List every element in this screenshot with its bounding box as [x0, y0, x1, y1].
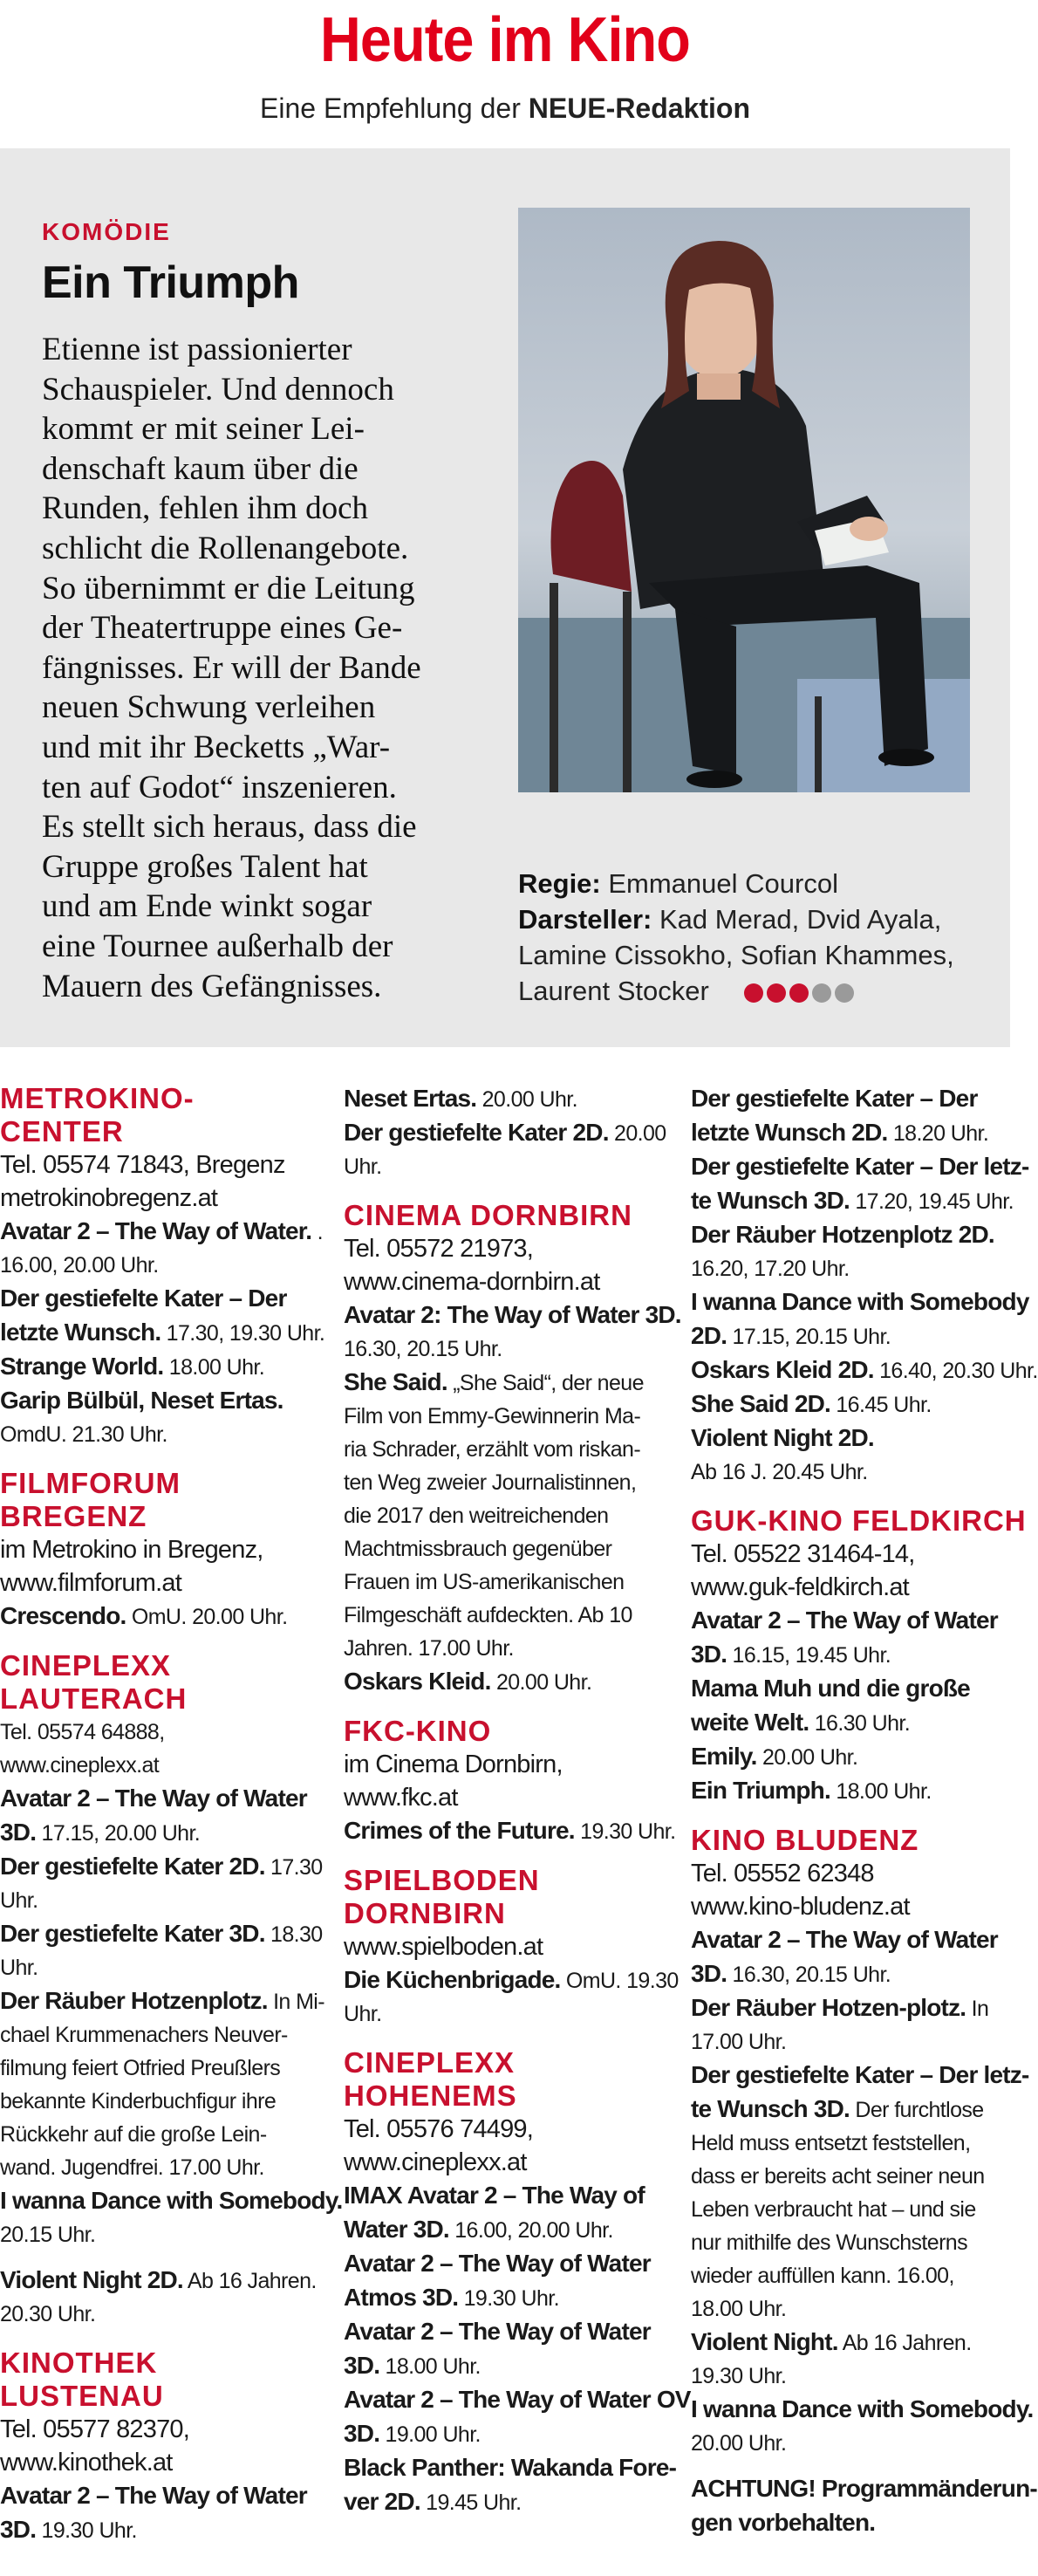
screening-detail: In Mi-	[267, 1990, 324, 2014]
screening-detail: .	[311, 1220, 323, 1244]
screening	[691, 1218, 1010, 1252]
darsteller-value-3: Laurent Stocker	[518, 976, 709, 1006]
screening	[0, 2184, 343, 2218]
screening-detail: 17.20, 19.45 Uhr.	[850, 1189, 1014, 1214]
featured-film-synopsis	[42, 330, 495, 1006]
screening-detail: Der furchtlose	[850, 2098, 984, 2122]
screening	[0, 2513, 324, 2547]
page-subtitle	[0, 91, 1010, 126]
page-title: Heute im Kino	[320, 5, 690, 75]
film-title: Der Räuber Hotzenplotz.	[0, 1987, 268, 2014]
screening	[0, 1215, 324, 1249]
screening	[0, 2479, 324, 2513]
film-title: Avatar 2: The Way of Water 3D.	[344, 1301, 681, 1328]
cinema-listings	[0, 1047, 1038, 2576]
screening-detail: 20.00 Uhr.	[691, 2431, 787, 2456]
cinema-info: www.spielboden.at	[344, 1933, 543, 1961]
film-title: Ein Triumph.	[691, 1777, 830, 1804]
screening	[691, 1116, 1010, 1150]
cinema-name	[344, 2046, 668, 2113]
screening	[344, 2247, 668, 2281]
synopsis-line: ten auf Godot“ inszenieren.	[42, 769, 397, 805]
featured-film-title: Ein Triumph	[42, 257, 299, 308]
screening-detail: 19.30 Uhr.	[36, 2518, 137, 2543]
cinema-name-line: SPIELBODEN	[344, 1864, 540, 1896]
film-title: 2D.	[691, 1322, 727, 1349]
screening-detail: 17.30	[264, 1855, 323, 1880]
cinema-info: www.cineplexx.at	[344, 2148, 527, 2176]
film-title: Crimes of the Future.	[344, 1817, 575, 1844]
screening-detail: Uhr.	[344, 2002, 382, 2026]
screening	[344, 2349, 668, 2383]
screening	[344, 1814, 676, 1848]
screening-detail: 16.30, 20.15 Uhr.	[344, 1337, 502, 1361]
film-title: Water 3D.	[344, 2216, 449, 2243]
screening	[0, 1816, 324, 1850]
screening	[691, 1923, 1010, 1957]
screening-detail: 17.15, 20.15 Uhr.	[727, 1325, 891, 1349]
screening	[344, 2417, 668, 2451]
synopsis-line: Etienne ist passionierter	[42, 332, 352, 367]
subtitle-brand: NEUE-Redaktion	[528, 92, 750, 124]
program-note-text: ACHTUNG! Programmänderun-	[691, 2475, 1037, 2502]
page-header	[0, 0, 1010, 148]
film-title: Der gestiefelte Kater – Der letz-	[691, 1153, 1029, 1180]
screening	[691, 1184, 1014, 1218]
cinema-name-line: FKC-KINO	[344, 1715, 492, 1747]
cinema-info: www.cineplexx.at	[0, 1753, 160, 1778]
screening	[691, 1672, 1010, 1706]
spacer	[691, 2460, 1010, 2472]
screening-detail: OmU. 20.00 Uhr.	[126, 1605, 288, 1629]
synopsis-line: kommt er mit seiner Lei-	[42, 411, 365, 448]
screening-detail: 16.45 Uhr.	[830, 1393, 932, 1417]
film-title: Der Räuber Hotzen-plotz.	[691, 1994, 966, 2021]
film-title: IMAX Avatar 2 – The Way of	[344, 2182, 645, 2209]
credits-darsteller-2: Lamine Cissokho, Sofian Khammes,	[518, 940, 954, 970]
screening	[691, 1319, 1010, 1353]
screening-detail: die 2017 den weitreichenden	[344, 1504, 609, 1528]
film-title: She Said.	[344, 1368, 447, 1395]
cinema-info: Tel. 05572 21973,	[344, 1235, 533, 1263]
screening	[0, 1782, 324, 1816]
cinema-info: Tel. 05522 31464-14,	[691, 1540, 915, 1568]
film-title: 3D.	[344, 2420, 380, 2447]
film-title: ver 2D.	[344, 2488, 420, 2515]
synopsis-line: So übernimmt er die Leitung	[42, 570, 415, 606]
screening-detail: 16.15, 19.45 Uhr.	[727, 1643, 891, 1668]
synopsis-line: denschaft kaum über die	[42, 450, 359, 487]
screening-detail: Frauen im US-amerikanischen	[344, 1570, 625, 1594]
screening	[344, 1963, 679, 1997]
film-title: 3D.	[0, 2516, 37, 2543]
screening	[344, 2485, 668, 2519]
screening	[344, 2179, 668, 2213]
film-title: Emily.	[691, 1743, 757, 1770]
screening-detail: OmdU. 21.30 Uhr.	[0, 1422, 167, 1447]
film-title: Der Räuber Hotzenplotz 2D.	[691, 1221, 994, 1248]
screening-detail: 18.00 Uhr.	[163, 1355, 265, 1380]
screening-detail: Jahren. 17.00 Uhr.	[344, 1636, 514, 1661]
film-title: Oskars Kleid.	[344, 1668, 491, 1695]
rating-dots	[744, 983, 854, 1003]
rating-dot-filled-icon	[789, 983, 809, 1003]
screening-detail: chael Krummenachers Neuver-	[0, 2023, 288, 2047]
rating-dot-empty-icon	[812, 983, 831, 1003]
listings-column-3	[691, 1082, 1038, 2540]
cinema-name-line: CENTER	[0, 1115, 124, 1148]
cinema-name	[0, 1467, 324, 1533]
screening-detail: 19.00 Uhr.	[379, 2422, 481, 2447]
cinema-info: www.kino-bludenz.at	[691, 1893, 910, 1921]
screening-detail: 16.30 Uhr.	[809, 1711, 911, 1736]
screening-detail: dass er bereits acht seiner neun	[691, 2164, 985, 2189]
screening	[691, 1150, 1029, 1184]
screening	[0, 1917, 324, 1951]
screening-detail: 18.20 Uhr.	[887, 1121, 989, 1146]
credits-darsteller-3	[518, 973, 972, 1009]
film-title: Atmos 3D.	[344, 2284, 459, 2311]
screening-detail: 20.00 Uhr.	[476, 1087, 577, 1112]
screening	[0, 1282, 324, 1316]
cinema-info: www.filmforum.at	[0, 1569, 181, 1597]
cinema-info: Tel. 05574 71843, Bregenz	[0, 1151, 285, 1179]
screening-detail: wand. Jugendfrei. 17.00 Uhr.	[0, 2155, 264, 2180]
screening-detail: Ab 16 J. 20.45 Uhr.	[691, 1460, 868, 1484]
screening	[691, 1991, 1010, 2025]
screening-detail: ten Weg zweier Journalistinnen,	[344, 1470, 637, 1495]
cinema-info: Tel. 05577 82370,	[0, 2415, 189, 2443]
screening-detail: In	[966, 1997, 989, 2021]
screening-detail: 16.00, 20.00 Uhr.	[0, 1253, 159, 1278]
screening-detail: Filmgeschäft aufdeckten. Ab 10	[344, 1603, 632, 1627]
film-title: Crescendo.	[0, 1602, 126, 1629]
film-title: Der gestiefelte Kater 2D.	[344, 1119, 609, 1146]
film-title: I wanna Dance with Somebody	[691, 1288, 1029, 1315]
synopsis-line: Es stellt sich heraus, dass die	[42, 809, 417, 846]
film-title: 3D.	[691, 1641, 727, 1668]
cinema-info: www.cinema-dornbirn.at	[344, 1268, 600, 1296]
screening	[691, 1706, 1010, 1740]
screening-detail: „She Said“, der neue	[447, 1371, 644, 1395]
screening	[0, 1984, 324, 2018]
cinema-name-line: BREGENZ	[0, 1500, 147, 1532]
cinema-name	[0, 2346, 324, 2413]
screening	[0, 1600, 324, 1634]
film-title: Violent Night.	[691, 2328, 838, 2355]
featured-film-box	[0, 148, 1010, 1047]
rating-dot-empty-icon	[835, 983, 854, 1003]
screening-detail: 16.20, 17.20 Uhr.	[691, 1257, 850, 1281]
cinema-info: metrokinobregenz.at	[0, 1184, 218, 1212]
screening-detail: Rückkehr auf die große Lein-	[0, 2122, 267, 2147]
subtitle-prefix: Eine Empfehlung der	[260, 92, 529, 124]
credits-regie	[518, 866, 972, 901]
screening	[691, 1353, 1038, 1387]
screening	[344, 2213, 668, 2247]
film-title: te Wunsch 3D.	[691, 1187, 850, 1214]
film-title: Avatar 2 – The Way of Water	[691, 1607, 998, 1634]
film-title: 3D.	[344, 2352, 380, 2379]
screening	[691, 1422, 1010, 1456]
screening	[691, 1638, 1010, 1672]
screening-detail: 20.00 Uhr.	[756, 1745, 858, 1770]
screening	[0, 1384, 324, 1418]
cinema-name-line: LAUTERACH	[0, 1682, 188, 1715]
screening-detail: 18.00 Uhr.	[830, 1779, 932, 1804]
film-still-image	[518, 208, 970, 792]
screening	[344, 2383, 691, 2417]
screening	[0, 1316, 324, 1350]
screening-detail: filmung feiert Otfried Preußlers	[0, 2056, 281, 2080]
screening-detail: Ab 16 Jahren.	[182, 2269, 317, 2293]
cinema-name-line: KINOTHEK	[0, 2346, 158, 2379]
synopsis-line: neuen Schwung verleihen	[42, 689, 376, 726]
film-title: She Said 2D.	[691, 1390, 831, 1417]
darsteller-value-1: Kad Merad, Dvid Ayala,	[652, 904, 942, 935]
regie-value: Emmanuel Courcol	[600, 868, 838, 899]
film-title: letzte Wunsch.	[0, 1319, 161, 1346]
cinema-info: im Metrokino in Bregenz,	[0, 1536, 263, 1564]
film-title: letzte Wunsch 2D.	[691, 1119, 888, 1146]
screening-detail: ria Schrader, erzählt vom riskan-	[344, 1437, 641, 1462]
screening-detail: Leben verbraucht hat – und sie	[691, 2197, 976, 2222]
spacer	[0, 2251, 324, 2264]
rating-dot-filled-icon	[767, 983, 786, 1003]
film-still-photo	[518, 208, 970, 792]
synopsis-line: schlicht die Rollenangebote.	[42, 530, 409, 566]
cinema-name-line: CINEPLEXX	[344, 2046, 516, 2079]
screening-detail: 17.30, 19.30 Uhr.	[160, 1321, 325, 1346]
cinema-info: im Cinema Dornbirn,	[344, 1750, 563, 1778]
film-title: Avatar 2 – The Way of Water OV	[344, 2386, 691, 2413]
cinema-name-line: FILMFORUM	[0, 1467, 181, 1499]
cinema-info: Tel. 05574 64888,	[0, 1720, 165, 1744]
film-title: Avatar 2 – The Way of Water.	[0, 1217, 312, 1244]
screening	[691, 1604, 1010, 1638]
cinema-name-line: CINEPLEXX	[0, 1649, 172, 1682]
film-title: Avatar 2 – The Way of Water	[691, 1926, 998, 1953]
film-title: Violent Night 2D.	[691, 1424, 874, 1451]
screening-detail: 17.15, 20.00 Uhr.	[36, 1821, 201, 1846]
listings-column-1	[0, 1082, 343, 2547]
screening-detail: 18.00 Uhr.	[691, 2297, 787, 2321]
film-title: 3D.	[691, 1960, 727, 1987]
screening-detail: nur mithilfe des Wunschsterns	[691, 2230, 967, 2255]
screening-detail: 20.00 Uhr.	[490, 1670, 592, 1695]
film-title: Black Panther: Wakanda Fore-	[344, 2454, 677, 2481]
synopsis-line: der Theatertruppe eines Ge-	[42, 610, 403, 647]
film-title: Avatar 2 – The Way of Water	[344, 2318, 651, 2345]
film-title: weite Welt.	[691, 1709, 809, 1736]
cinema-name-line: CINEMA DORNBIRN	[344, 1199, 632, 1231]
film-title: Strange World.	[0, 1353, 164, 1380]
screening	[691, 2093, 1010, 2127]
screening	[0, 1350, 324, 1384]
film-title: te Wunsch 3D.	[691, 2095, 850, 2122]
screening-detail: 19.30 Uhr.	[691, 2364, 787, 2388]
screening	[691, 1387, 1010, 1422]
film-title: Der gestiefelte Kater 2D.	[0, 1853, 265, 1880]
film-credits	[518, 866, 972, 1009]
screening-detail: bekannte Kinderbuchfigur ihre	[0, 2089, 277, 2114]
regie-label: Regie:	[518, 868, 601, 899]
screening-detail: 20.15 Uhr.	[0, 2223, 96, 2247]
film-title: Avatar 2 – The Way of Water	[0, 2482, 307, 2509]
cinema-info: www.kinothek.at	[0, 2449, 173, 2477]
screening-detail: Uhr.	[0, 1888, 38, 1913]
screening	[691, 1957, 1010, 1991]
screening-detail: Ab 16 Jahren.	[837, 2331, 972, 2355]
screening	[691, 1285, 1029, 1319]
screening	[344, 2315, 668, 2349]
screening-detail: OmU. 19.30	[560, 1969, 679, 1993]
screening-detail: 20.00	[608, 1121, 666, 1146]
film-title: Avatar 2 – The Way of Water	[0, 1785, 307, 1812]
screening-detail: 16.40, 20.30 Uhr.	[873, 1359, 1038, 1383]
cinema-name	[691, 1824, 1010, 1857]
screening	[344, 1116, 668, 1150]
cinema-name	[344, 1864, 668, 1930]
cinema-info: Tel. 05576 74499,	[344, 2115, 533, 2143]
film-title: Die Küchenbrigade.	[344, 1966, 561, 1993]
screening-detail: 19.45 Uhr.	[420, 2490, 522, 2515]
screening	[691, 1082, 1010, 1116]
cinema-info: www.fkc.at	[344, 1784, 458, 1812]
synopsis-line: und am Ende winkt sogar	[42, 888, 372, 925]
screening	[691, 2393, 1034, 2427]
screening-detail: Held muss entsetzt feststellen,	[691, 2131, 971, 2155]
screening	[0, 1850, 324, 1884]
screening	[691, 2059, 1029, 2093]
screening	[344, 2281, 668, 2315]
film-title: Der gestiefelte Kater – Der letz-	[691, 2061, 1029, 2088]
screening	[344, 1298, 681, 1333]
genre-label: KOMÖDIE	[42, 218, 171, 245]
screening	[691, 1774, 1010, 1808]
screening	[344, 1665, 668, 1699]
cinema-name	[0, 1082, 324, 1148]
screening-detail: 19.30 Uhr.	[574, 1819, 676, 1844]
cinema-name-line: LUSTENAU	[0, 2380, 164, 2412]
credits-darsteller	[518, 901, 972, 937]
program-note	[691, 2472, 1037, 2506]
cinema-name-line: KINO BLUDENZ	[691, 1824, 919, 1856]
rating-dot-filled-icon	[744, 983, 763, 1003]
film-title: 3D.	[0, 1819, 37, 1846]
film-title: Mama Muh und die große	[691, 1675, 970, 1702]
screening-detail: 16.30, 20.15 Uhr.	[727, 1963, 891, 1987]
program-note-text: gen vorbehalten.	[691, 2509, 876, 2536]
screening	[691, 1740, 1010, 1774]
film-title: Der gestiefelte Kater – Der	[691, 1085, 978, 1112]
screening	[344, 1366, 668, 1400]
cinema-info: www.guk-feldkirch.at	[691, 1573, 909, 1601]
screening-detail: 18.30	[264, 1922, 323, 1947]
film-title: Oskars Kleid 2D.	[691, 1356, 874, 1383]
cinema-name-line: HOHENEMS	[344, 2079, 517, 2112]
film-title: I wanna Dance with Somebody.	[0, 2187, 343, 2214]
synopsis-line: eine Tournee außerhalb der	[42, 928, 393, 964]
screening	[0, 2264, 324, 2298]
listings-column-2	[344, 1082, 691, 2519]
screening-detail: Uhr.	[0, 1956, 38, 1980]
synopsis-line: Mauern des Gefängnisses.	[42, 968, 382, 1004]
film-title: Der gestiefelte Kater – Der	[0, 1285, 287, 1312]
film-title: Violent Night 2D.	[0, 2266, 183, 2293]
film-title: Avatar 2 – The Way of Water	[344, 2250, 651, 2277]
cinema-name-line: DORNBIRN	[344, 1897, 506, 1929]
darsteller-label: Darsteller:	[518, 904, 652, 935]
cinema-info: Tel. 05552 62348	[691, 1860, 874, 1887]
cinema-name-line: GUK-KINO FELDKIRCH	[691, 1504, 1027, 1537]
cinema-name	[0, 1649, 324, 1716]
film-title: Der gestiefelte Kater 3D.	[0, 1920, 265, 1947]
screening-detail: 16.00, 20.00 Uhr.	[448, 2218, 613, 2243]
synopsis-line: Gruppe großes Talent hat	[42, 848, 368, 885]
screening-detail: Uhr.	[344, 1154, 382, 1179]
screening-detail: 19.30 Uhr.	[458, 2286, 559, 2311]
synopsis-line: Schauspieler. Und dennoch	[42, 371, 394, 408]
screening	[691, 2326, 1010, 2360]
screening-detail: 17.00 Uhr.	[691, 2030, 787, 2054]
screening-detail: wieder auffüllen kann. 16.00,	[691, 2264, 954, 2288]
synopsis-line: fängnisses. Er will der Bande	[42, 649, 421, 686]
film-title: I wanna Dance with Somebody.	[691, 2395, 1034, 2422]
screening-detail: Machtmissbrauch gegenüber	[344, 1537, 612, 1561]
screening-detail: 18.00 Uhr.	[379, 2354, 481, 2379]
film-title: Garip Bülbül, Neset Ertas.	[0, 1387, 283, 1414]
cinema-name-line: METROKINO-	[0, 1082, 195, 1114]
cinema-name	[344, 1715, 668, 1748]
synopsis-line: Runden, fehlen ihm doch	[42, 490, 369, 527]
screening-detail: Film von Emmy-Gewinnerin Ma-	[344, 1404, 641, 1428]
cinema-name	[344, 1199, 668, 1232]
synopsis-line: und mit ihr Becketts „War-	[42, 729, 391, 765]
program-note	[691, 2506, 1010, 2540]
screening	[344, 1082, 668, 1116]
screening	[344, 2451, 677, 2485]
screening-detail: 20.30 Uhr.	[0, 2302, 96, 2326]
film-title: Neset Ertas.	[344, 1085, 477, 1112]
cinema-name	[691, 1504, 1027, 1538]
